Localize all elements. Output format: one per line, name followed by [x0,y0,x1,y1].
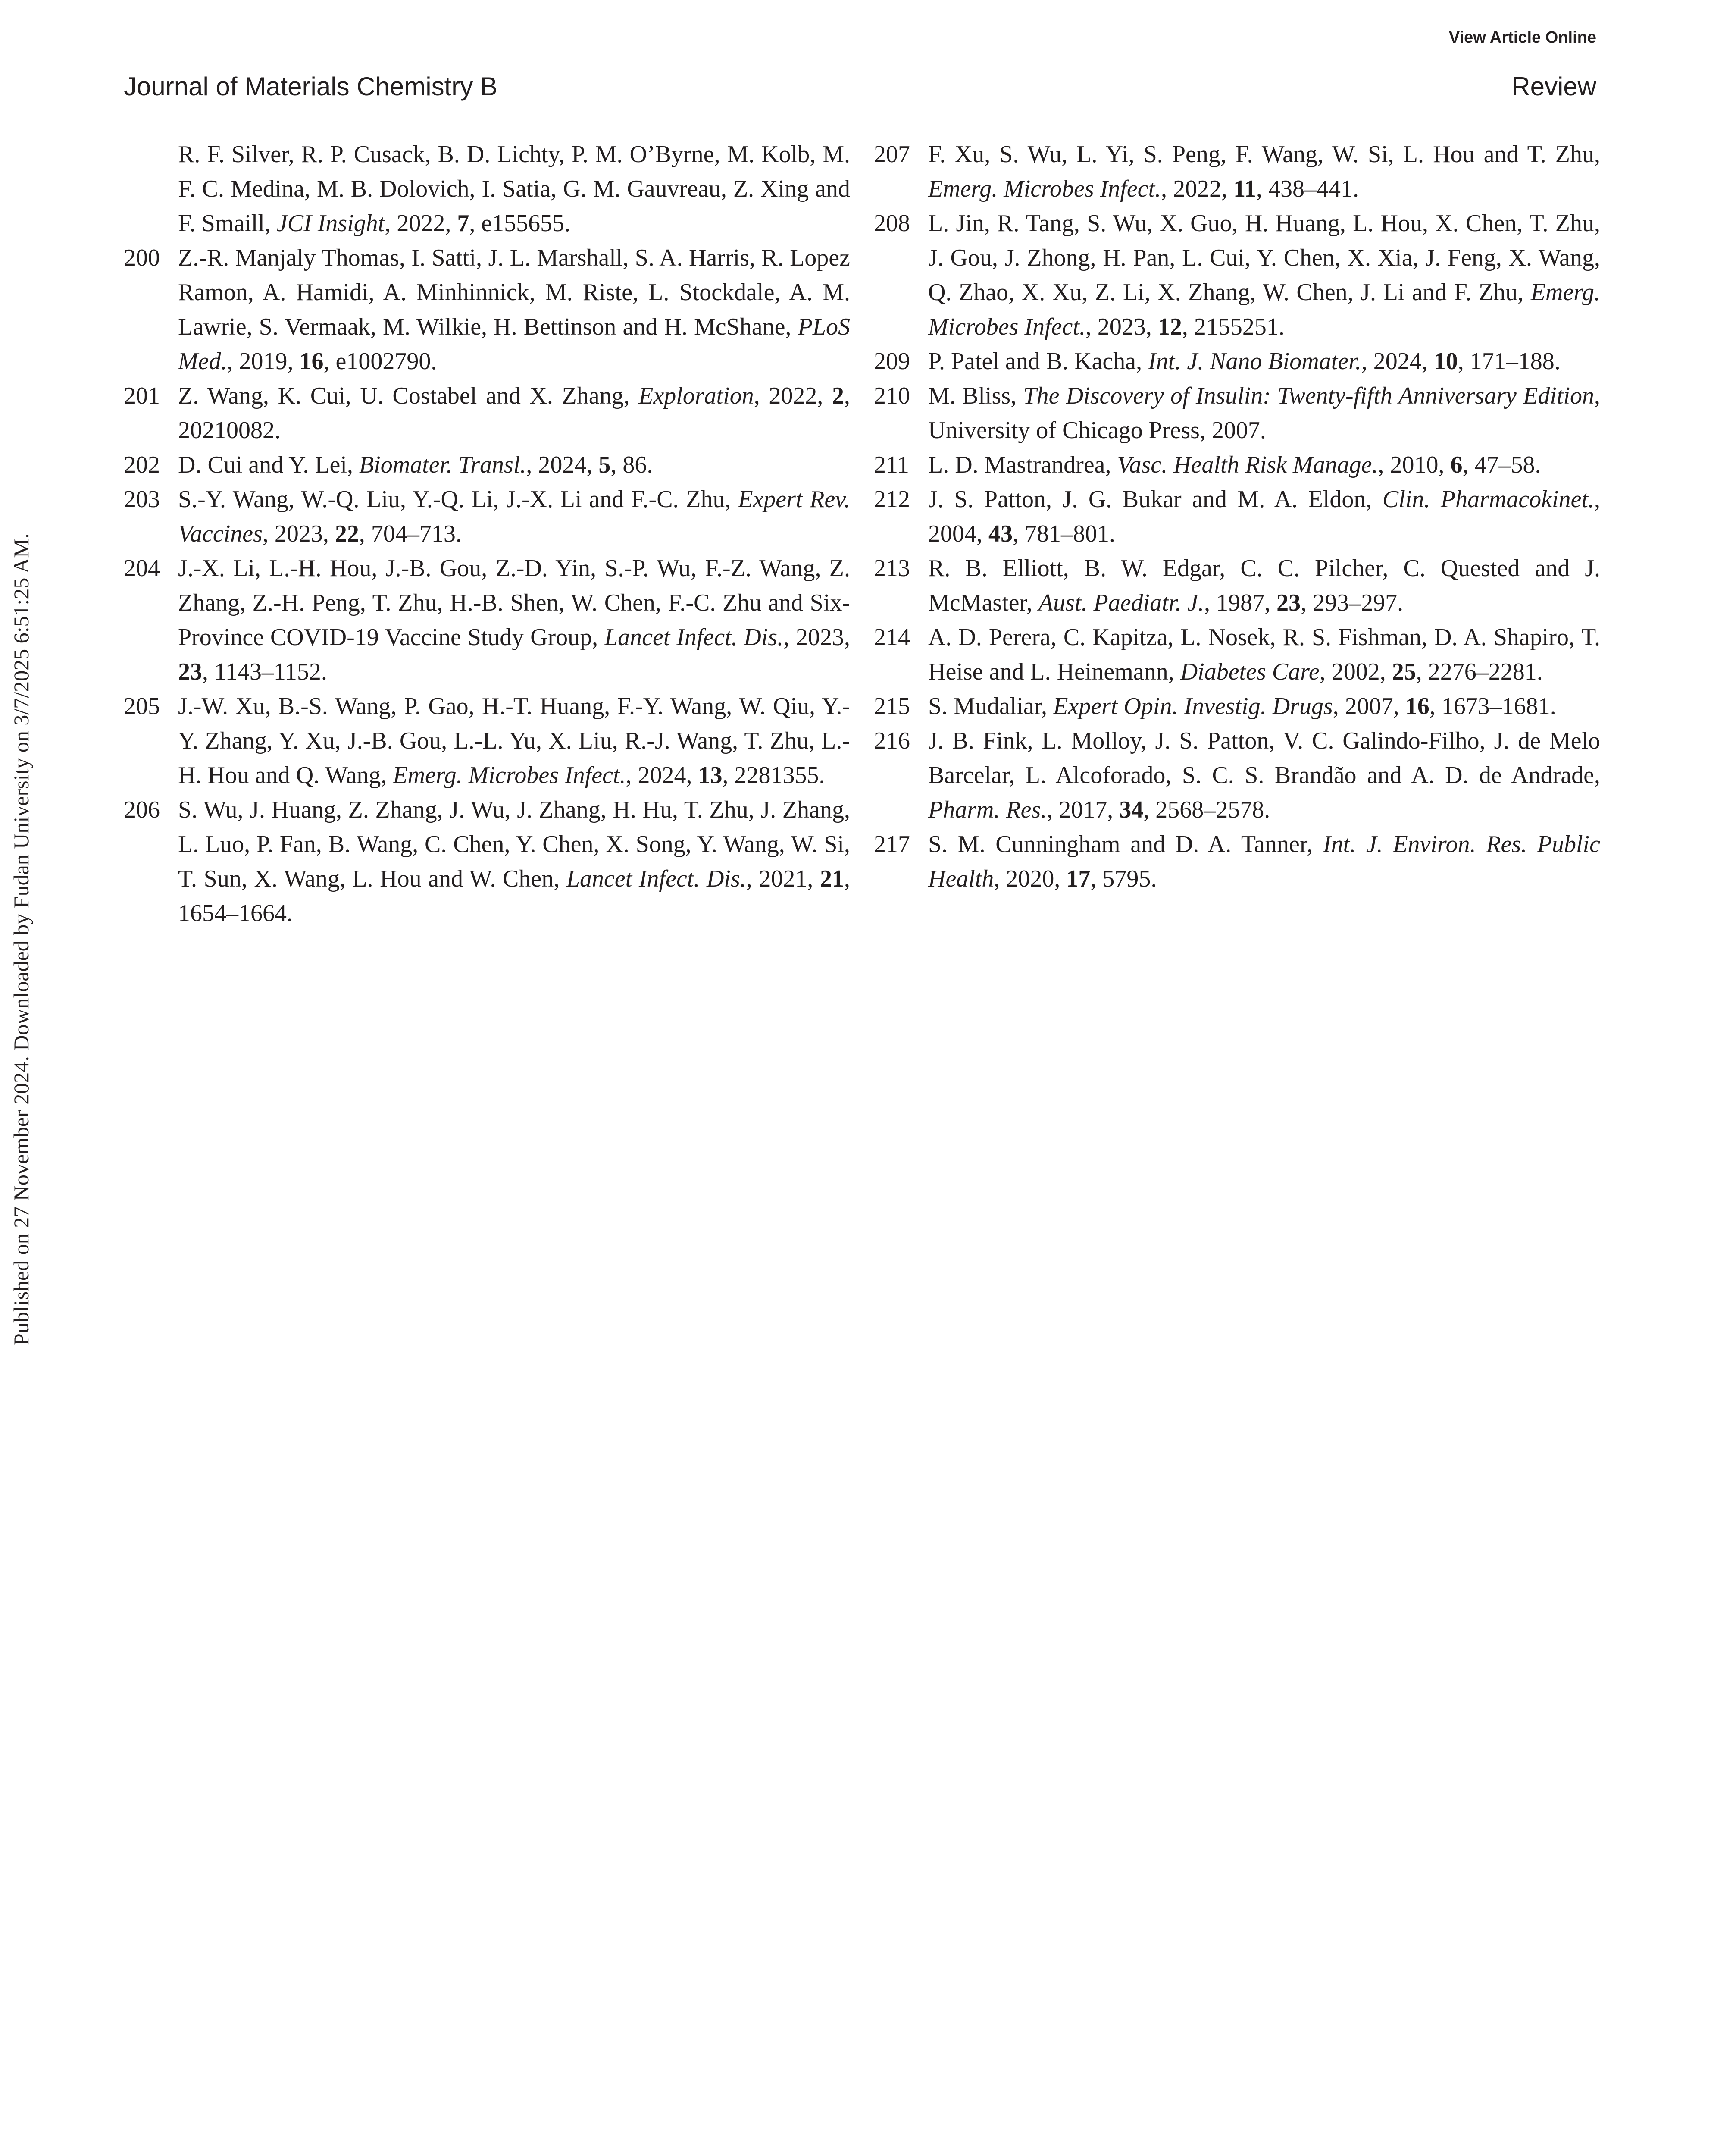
reference-volume: 21 [820,865,845,892]
reference-authors: J.-W. Xu, B.-S. Wang, P. Gao, H.-T. Huang, F.-Y. Wang, W. Qiu, Y.-Y. Zhang, Y. Xu, J.-B. Gou, L.-L. Yu, X. Liu, R.-J. Wang, T. Zhu, L.-H. Hou and Q. Wang, [178,693,850,789]
reference-entry [874,482,1600,551]
reference-number: 217 [874,831,910,858]
journal-title: Journal of Materials Chemistry B [124,72,497,101]
reference-pages: , 2568–2578. [1143,796,1270,823]
reference-number: 202 [124,451,160,478]
reference-authors: A. D. Perera, C. Kapitza, L. Nosek, R. S. Fishman, D. A. Shapiro, T. Heise and L. Heinemann, [928,624,1600,685]
reference-year: , 2007, [1333,693,1405,720]
reference-entry [124,448,850,482]
reference-authors: M. Bliss, [928,382,1017,409]
reference-volume: 16 [299,348,324,375]
reference-year: , 2023, [783,624,851,651]
reference-pages: , e1002790. [323,348,437,375]
reference-volume: 12 [1157,313,1182,340]
reference-pages: , 86. [610,451,653,478]
reference-volume: 16 [1405,693,1429,720]
reference-year: , 2017, [1047,796,1120,823]
page-header [124,72,1596,102]
reference-journal: Diabetes Care [1180,658,1320,685]
reference-authors: S. M. Cunningham and D. A. Tanner, [928,831,1313,858]
reference-entry [124,137,850,241]
reference-number: 204 [124,555,160,582]
reference-journal: Vasc. Health Risk Manage. [1117,451,1378,478]
reference-journal: Emerg. Microbes Infect. [928,175,1161,202]
reference-journal: Int. J. Environ. Res. Public Health [928,831,1601,892]
reference-number: 213 [874,555,910,582]
reference-year: , 2019, [227,348,300,375]
reference-journal: Biomater. Transl. [359,451,526,478]
reference-pages: , 47–58. [1462,451,1541,478]
reference-year: , 2002, [1319,658,1392,685]
reference-authors: J. B. Fink, L. Molloy, J. S. Patton, V. C. Galindo-Filho, J. de Melo Barcelar, L. Alcoforado, S. C. S. Brandão and A. D. de Andrade, [928,727,1600,789]
reference-entry [124,379,850,448]
reference-entry [874,344,1600,379]
reference-entry [874,620,1600,689]
reference-year: , 2023, [262,520,335,547]
reference-volume: 23 [178,658,202,685]
reference-volume: 25 [1392,658,1416,685]
reference-journal: Emerg. Microbes Infect. [928,279,1601,340]
reference-pages: , 2155251. [1182,313,1285,340]
reference-pages: , 1654–1664. [178,865,851,927]
reference-journal: Clin. Pharmacokinet. [1382,486,1594,513]
reference-number: 205 [124,693,160,720]
reference-number: 200 [124,244,160,271]
reference-number: 210 [874,382,910,409]
reference-volume: 13 [698,762,723,789]
reference-entry [874,206,1600,344]
reference-entry [124,793,850,931]
reference-entry [874,379,1600,448]
reference-year: , 2004, [928,486,1600,547]
reference-journal: Lancet Infect. Dis. [604,624,784,651]
reference-number: 207 [874,141,910,168]
reference-number: 201 [124,382,160,409]
reference-journal: Emerg. Microbes Infect. [393,762,626,789]
reference-pages: , 2281355. [722,762,825,789]
reference-entry [874,551,1600,620]
reference-volume: 34 [1119,796,1144,823]
reference-pages: , 1143–1152. [202,658,327,685]
reference-authors: S. Wu, J. Huang, Z. Zhang, J. Wu, J. Zhang, H. Hu, T. Zhu, J. Zhang, L. Luo, P. Fan, B. Wang, C. Chen, Y. Chen, X. Song, Y. Wang, W. Si, T. Sun, X. Wang, L. Hou and W. Chen, [178,796,850,892]
reference-authors: D. Cui and Y. Lei, [178,451,353,478]
reference-number: 214 [874,624,910,651]
reference-authors: S. Mudaliar, [928,693,1048,720]
reference-entry [124,551,850,689]
reference-column-right [874,137,1600,896]
reference-year: , 2024, [526,451,599,478]
reference-volume: 17 [1066,865,1091,892]
reference-journal: Lancet Infect. Dis. [566,865,746,892]
reference-year: , 2024, [1361,348,1434,375]
reference-journal: Aust. Paediatr. J. [1038,589,1204,616]
reference-authors: F. Xu, S. Wu, L. Yi, S. Peng, F. Wang, W. Si, L. Hou and T. Zhu, [928,141,1600,168]
reference-journal: The Discovery of Insulin: Twenty-fifth Anniversary Edition [1023,382,1594,409]
reference-journal: Expert Opin. Investig. Drugs [1053,693,1333,720]
reference-journal: Exploration [638,382,754,409]
reference-pages: , 704–713. [359,520,462,547]
reference-volume: 23 [1276,589,1301,616]
reference-pages: , 1673–1681. [1429,693,1556,720]
reference-authors: J.-X. Li, L.-H. Hou, J.-B. Gou, Z.-D. Yin, S.-P. Wu, F.-Z. Wang, Z. Zhang, Z.-H. Peng, T. Zhu, H.-B. Shen, W. Chen, F.-C. Zhu and Six-Province COVID-19 Vaccine Study Group, [178,555,850,651]
reference-pages: , 20210082. [178,382,851,444]
reference-volume: 2 [832,382,845,409]
reference-journal: Expert Rev. Vaccines [178,486,850,547]
reference-authors: Z.-R. Manjaly Thomas, I. Satti, J. L. Marshall, S. A. Harris, R. Lopez Ramon, A. Hamidi, A. Minhinnick, M. Riste, L. Stockdale, A. M. Lawrie, S. Vermaak, M. Wilkie, H. Bettinson and H. McShane, [178,244,850,340]
reference-volume: 7 [457,210,469,237]
view-article-online-link[interactable]: View Article Online [1448,28,1596,47]
reference-journal: Pharm. Res. [928,796,1047,823]
reference-entry [124,482,850,551]
reference-number: 209 [874,348,910,375]
reference-number: 203 [124,486,160,513]
reference-journal: JCI Insight [276,210,385,237]
reference-entry [124,689,850,793]
section-label: Review [1511,72,1596,101]
reference-column-left [124,137,850,931]
reference-authors: J. S. Patton, J. G. Bukar and M. A. Eldon, [928,486,1372,513]
reference-entry [874,724,1600,827]
reference-year: , 2022, [385,210,457,237]
reference-number: 212 [874,486,910,513]
reference-authors: P. Patel and B. Kacha, [928,348,1142,375]
reference-entry [874,137,1600,206]
reference-year: , 2010, [1378,451,1451,478]
reference-authors: Z. Wang, K. Cui, U. Costabel and X. Zhang, [178,382,630,409]
reference-journal: PLoS Med. [178,313,850,375]
reference-year: , 2022, [754,382,832,409]
reference-journal: Int. J. Nano Biomater. [1148,348,1361,375]
reference-year: , 1987, [1204,589,1277,616]
reference-volume: 22 [335,520,359,547]
reference-year: , 2022, [1161,175,1234,202]
reference-year: , 2023, [1085,313,1158,340]
reference-entry [874,827,1600,896]
reference-number: 206 [124,796,160,823]
reference-authors: L. D. Mastrandrea, [928,451,1111,478]
reference-volume: 11 [1233,175,1257,202]
reference-volume: 5 [598,451,611,478]
reference-authors: R. B. Elliott, B. W. Edgar, C. C. Pilcher, C. Quested and J. McMaster, [928,555,1600,616]
reference-pages: , 781–801. [1013,520,1115,547]
reference-year: , 2024, [626,762,698,789]
reference-pages: , 171–188. [1458,348,1561,375]
reference-entry [124,241,850,379]
reference-authors: L. Jin, R. Tang, S. Wu, X. Guo, H. Huang, L. Hou, X. Chen, T. Zhu, J. Gou, J. Zhong, H. Pan, L. Cui, Y. Chen, X. Xia, J. Feng, X. Wang, Q. Zhao, X. Xu, Z. Li, X. Zhang, W. Chen, J. Li and F. Zhu, [928,210,1600,306]
reference-pages: , 438–441. [1256,175,1359,202]
reference-number: 215 [874,693,910,720]
reference-pages: , 293–297. [1301,589,1404,616]
reference-volume: 6 [1450,451,1463,478]
reference-volume: 43 [988,520,1013,547]
reference-entry [874,689,1600,724]
reference-year: , 2020, [994,865,1067,892]
reference-volume: 10 [1433,348,1458,375]
reference-entry [874,448,1600,482]
reference-year: , University of Chicago Press, 2007. [928,382,1600,444]
reference-number: 208 [874,210,910,237]
download-notice-text: Published on 27 November 2024. Downloaded by Fudan University on 3/7/2025 6:51:25 AM. [9,533,33,1345]
reference-pages: , 2276–2281. [1416,658,1543,685]
reference-pages: , e155655. [469,210,571,237]
reference-authors: R. F. Silver, R. P. Cusack, B. D. Lichty, P. M. O’Byrne, M. Kolb, M. F. C. Medina, M. B. Dolovich, I. Satia, G. M. Gauvreau, Z. Xing and F. Smaill, [178,141,850,237]
reference-pages: , 5795. [1090,865,1157,892]
reference-authors: S.-Y. Wang, W.-Q. Liu, Y.-Q. Li, J.-X. Li and F.-C. Zhu, [178,486,731,513]
reference-year: , 2021, [746,865,820,892]
reference-number: 211 [874,451,909,478]
reference-number: 216 [874,727,910,754]
